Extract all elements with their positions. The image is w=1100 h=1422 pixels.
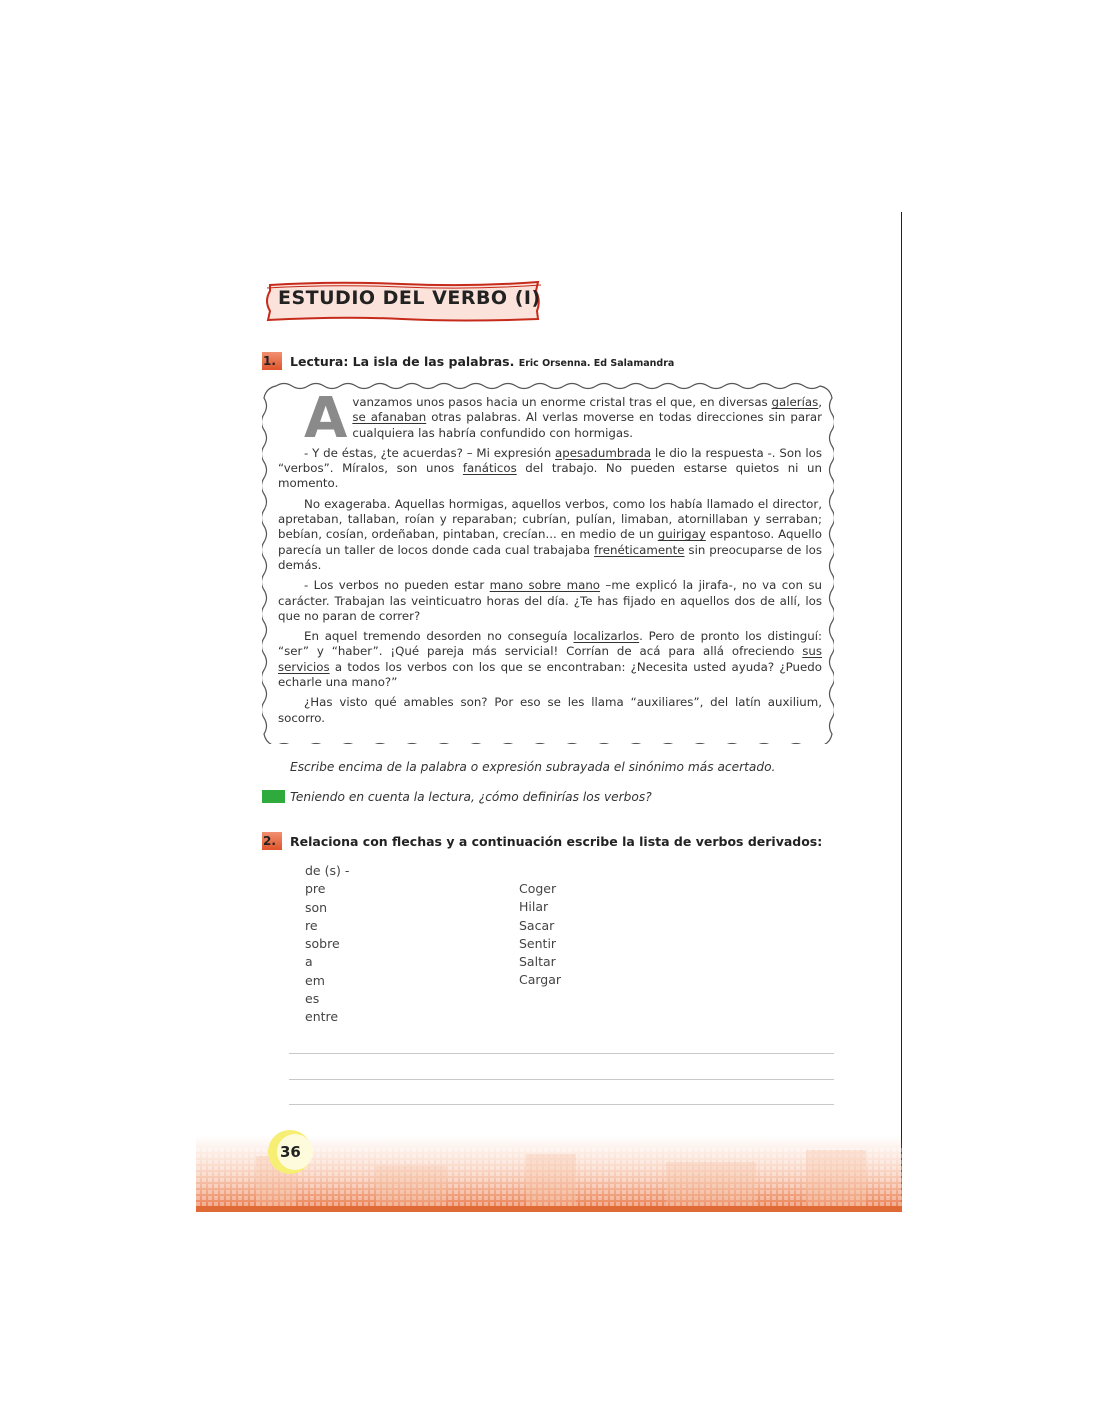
verb-item: Coger — [519, 881, 557, 896]
title-banner — [262, 279, 546, 323]
underlined-word: mano sobre mano — [489, 578, 601, 593]
section-2-number: 2. — [262, 832, 282, 850]
underlined-word: frenéticamente — [594, 542, 685, 557]
reading-paragraph-6 — [278, 695, 822, 726]
underlined-word: localizarlos — [573, 629, 640, 644]
prefix-list — [305, 862, 349, 1027]
prefix-item: em — [305, 972, 325, 988]
reading-text-run: . Pero de pronto los distinguí: “ser” y “haber”. ¡Qué pareja más servicial! Corrían de acá para allá ofreciendo — [278, 629, 822, 659]
reading-paragraph-4 — [278, 578, 822, 624]
reading-paragraph-1 — [278, 386, 823, 451]
reading-text-run: –me explicó la jirafa-, no va con su carácter. Trabajan las veinticuatro horas del día. ¿Te has fijado en aquellos dos de allí, los que no paran de correr? — [278, 578, 822, 623]
reading-text-run: ¿Has visto qué amables son? Por eso se les llama “auxiliares”, del latín auxilium, socorro. — [278, 695, 822, 725]
answer-line[interactable] — [289, 1053, 834, 1054]
reading-paragraph-2 — [278, 446, 822, 492]
reading-text-run: , — [818, 395, 822, 409]
underlined-word: galerías — [771, 395, 819, 409]
section-1-title: Lectura: La isla de las palabras. — [290, 354, 515, 369]
page-edge-rule — [901, 212, 902, 1212]
instruction-define-verbs: Teniendo en cuenta la lectura, ¿cómo definirías los verbos? — [290, 790, 652, 804]
answer-line[interactable] — [289, 1079, 834, 1080]
reading-text — [278, 386, 823, 731]
reading-text-run: del trabajo. No pueden estarse quietos ni un momento. — [278, 461, 822, 491]
drop-cap: A — [304, 386, 348, 451]
prefix-item: pre — [305, 881, 326, 897]
section-2-heading: Relaciona con flechas y a continuación escribe la lista de verbos derivados: — [290, 834, 823, 849]
prefix-item: re — [305, 917, 318, 933]
instruction-synonyms: Escribe encima de la palabra o expresión subrayada el sinónimo más acertado. — [290, 760, 776, 774]
underlined-word: apesadumbrada — [555, 445, 652, 460]
verb-item: Cargar — [519, 972, 562, 988]
reading-text-run: - Y de éstas, ¿te acuerdas? – Mi expresión — [304, 445, 556, 460]
page-number-badge — [262, 1128, 318, 1176]
page-title: ESTUDIO DEL VERBO (I) — [278, 287, 541, 309]
green-marker — [262, 790, 285, 803]
page-number: 36 — [280, 1143, 301, 1161]
reading-paragraph-3 — [278, 497, 822, 573]
verb-list — [519, 880, 561, 990]
reading-paragraph-5 — [278, 629, 822, 690]
reading-text-run: a todos los verbos con los que se encontraban: ¿Necesita usted ayuda? ¿Puedo echarle una mano?” — [278, 659, 822, 690]
answer-line[interactable] — [289, 1104, 834, 1105]
verb-item: Saltar — [519, 954, 556, 970]
prefix-item: son — [305, 899, 328, 915]
prefix-item: de (s) - — [305, 863, 350, 878]
reading-text-run: le dio la respuesta -. Son los “verbos”. Míralos, son unos — [278, 445, 822, 476]
reading-text-run: - Los verbos no pueden estar — [304, 578, 490, 593]
reading-text-run: En aquel tremendo desorden no conseguía — [304, 629, 574, 644]
reading-text-run: sin preocuparse de los demás. — [278, 542, 822, 572]
section-1-heading — [290, 354, 674, 369]
reading-text-run: espantoso. Aquello parecía un taller de locos donde cada cual trabajaba — [278, 527, 822, 557]
prefix-item: entre — [305, 1009, 339, 1025]
section-1-number: 1. — [262, 352, 282, 370]
underlined-word: sus servicios — [278, 644, 822, 674]
reading-text-run: No exageraba. Aquellas hormigas, aquellos verbos, como los había llamado el director, apretaban, tallaban, roían y reparaban; cubrían, pulían, limaban, atornillaban y serraban; bebían, cosían, ordeñaban, pintaban, crecían... en medio de un — [278, 496, 822, 542]
section-1-author: Eric Orsenna. Ed Salamandra — [518, 358, 675, 369]
verb-item: Sacar — [519, 917, 555, 933]
prefix-item: sobre — [305, 936, 340, 952]
reading-text-run: vanzamos unos pasos hacia un enorme cristal tras el que, en diversas — [352, 395, 772, 409]
verb-item: Hilar — [519, 899, 549, 915]
reading-text-run: otras palabras. Al verlas moverse en todas direcciones sin parar cualquiera las habría confundido con hormigas. — [352, 410, 823, 440]
underlined-word: guirigay — [657, 527, 706, 542]
prefix-item: es — [305, 991, 320, 1007]
underlined-word: se afanaban — [352, 410, 427, 425]
verb-item: Sentir — [519, 935, 557, 951]
underlined-word: fanáticos — [462, 461, 517, 476]
prefix-item: a — [305, 954, 313, 970]
